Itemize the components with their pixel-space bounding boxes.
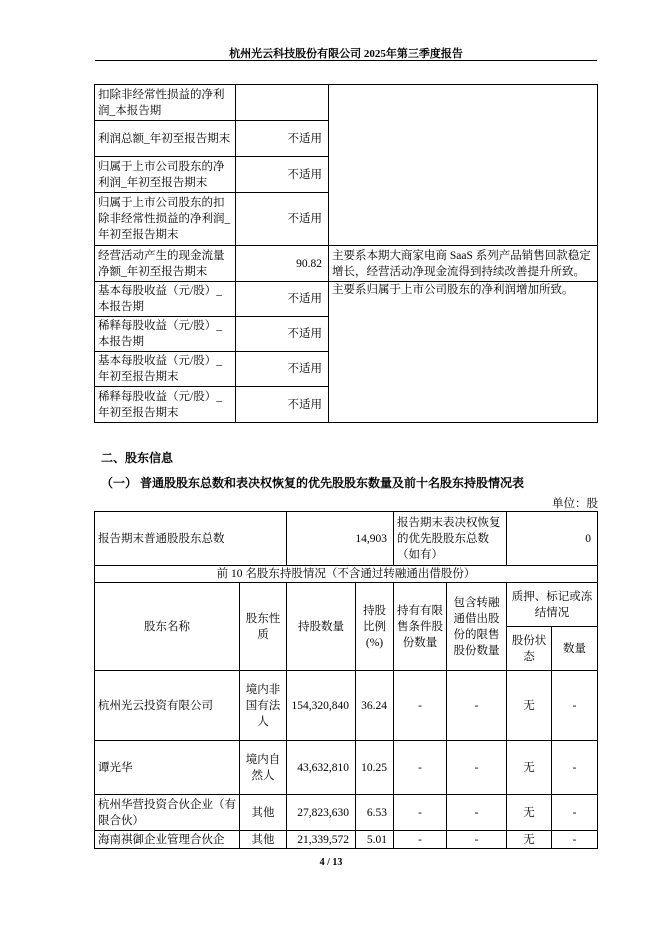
holder-restricted: - [394,831,447,849]
table-row-value: 不适用 [236,317,329,352]
table-row [95,741,598,795]
table-row-label: 稀释每股收益（元/股）_本报告期 [95,317,236,352]
unit-label: 单位：股 [552,498,598,510]
holder-name: 杭州华营投资合伙企业（有限合伙） [95,795,240,831]
holder-restricted: - [394,741,447,795]
table-row-value: 不适用 [236,121,329,157]
table-row-label: 利润总额_年初至报告期末 [95,121,236,157]
table-row-label: 稀释每股收益（元/股）_年初至报告期末 [95,387,236,423]
table-row-label: 扣除非经常性损益的净利润_本报告期 [95,85,236,121]
holder-ratio: 36.24 [356,671,394,741]
holder-ratio: 10.25 [356,741,394,795]
total-holders-label: 报告期末普通股股东总数 [95,512,287,566]
holder-qty: 27,823,630 [287,795,356,831]
header-qty: 持股数量 [287,583,356,671]
header-pledge: 质押、标记或冻结情况 [507,583,598,627]
holder-name: 谭光华 [95,741,240,795]
pref-holders-value: 0 [507,512,598,566]
table-row-value: 不适用 [236,352,329,387]
holder-name: 杭州光云投资有限公司 [95,671,240,741]
table-row-label: 归属于上市公司股东的扣除非经常性损益的净利润_年初至报告期末 [95,193,236,246]
holder-status: 无 [507,741,552,795]
holder-lending: - [447,795,507,831]
holder-name: 海南祺御企业管理合伙企 [95,831,240,849]
holder-count: - [552,795,598,831]
holder-nature: 其他 [240,831,287,849]
table-row-value [236,85,329,121]
holder-status: 无 [507,831,552,849]
pref-holders-label: 报告期末表决权恢复的优先股股东总数（如有） [394,512,507,566]
holder-lending: - [447,831,507,849]
table-row-value: 90.82 [236,246,329,282]
holder-nature: 境内非国有法人 [240,671,287,741]
table-row-label: 归属于上市公司股东的净利润_年初至报告期末 [95,157,236,193]
holder-qty: 43,632,810 [287,741,356,795]
holder-count: - [552,741,598,795]
holder-ratio: 5.01 [356,831,394,849]
header-count: 数量 [552,627,598,671]
table-row [95,831,598,849]
header-lending: 包含转融通借出股份的限售股份数量 [447,583,507,671]
table-row-value: 不适用 [236,387,329,423]
header-rule [95,60,597,61]
note-eps: 主要系归属于上市公司股东的净利润增加所致。 [329,282,598,423]
table-row [95,671,598,741]
note-cell-empty [329,85,598,246]
table-row-label: 基本每股收益（元/股）_本报告期 [95,282,236,317]
header-ratio: 持股比例(%) [356,583,394,671]
holder-lending: - [447,741,507,795]
shareholder-table [94,511,598,849]
holder-count: - [552,831,598,849]
holder-restricted: - [394,795,447,831]
note-cashflow: 主要系本期大商家电商 SaaS 系列产品销售回款稳定增长，经营活动净现金流得到持续改善提升所致。 [329,246,598,282]
holder-status: 无 [507,795,552,831]
header-nature: 股东性质 [240,583,287,671]
table-row-label: 基本每股收益（元/股）_年初至报告期末 [95,352,236,387]
table-row-label: 经营活动产生的现金流量净额_年初至报告期末 [95,246,236,282]
table-row-value: 不适用 [236,282,329,317]
header-name: 股东名称 [95,583,240,671]
header-restricted: 持有有限售条件股份数量 [394,583,447,671]
holder-restricted: - [394,671,447,741]
top10-title: 前 10 名股东持股情况（不含通过转融通出借股份） [95,566,598,583]
holder-ratio: 6.53 [356,795,394,831]
table-row-value: 不适用 [236,193,329,246]
page-number: 4 / 13 [319,857,343,868]
holder-count: - [552,671,598,741]
page-header: 杭州光云科技股份有限公司 2025年第三季度报告 [229,48,463,60]
holder-nature: 境内自然人 [240,741,287,795]
table-row-value: 不适用 [236,157,329,193]
section-title: 二、股东信息 [101,451,174,465]
header-status: 股份状态 [507,627,552,671]
holder-status: 无 [507,671,552,741]
table-row [95,795,598,831]
holder-qty: 21,339,572 [287,831,356,849]
holder-qty: 154,320,840 [287,671,356,741]
section-subtitle: （一） 普通股股东总数和表决权恢复的优先股股东数量及前十名股东持股情况表 [101,476,525,490]
holder-lending: - [447,671,507,741]
total-holders-value: 14,903 [287,512,394,566]
holder-nature: 其他 [240,795,287,831]
financial-indicator-table [94,84,598,423]
